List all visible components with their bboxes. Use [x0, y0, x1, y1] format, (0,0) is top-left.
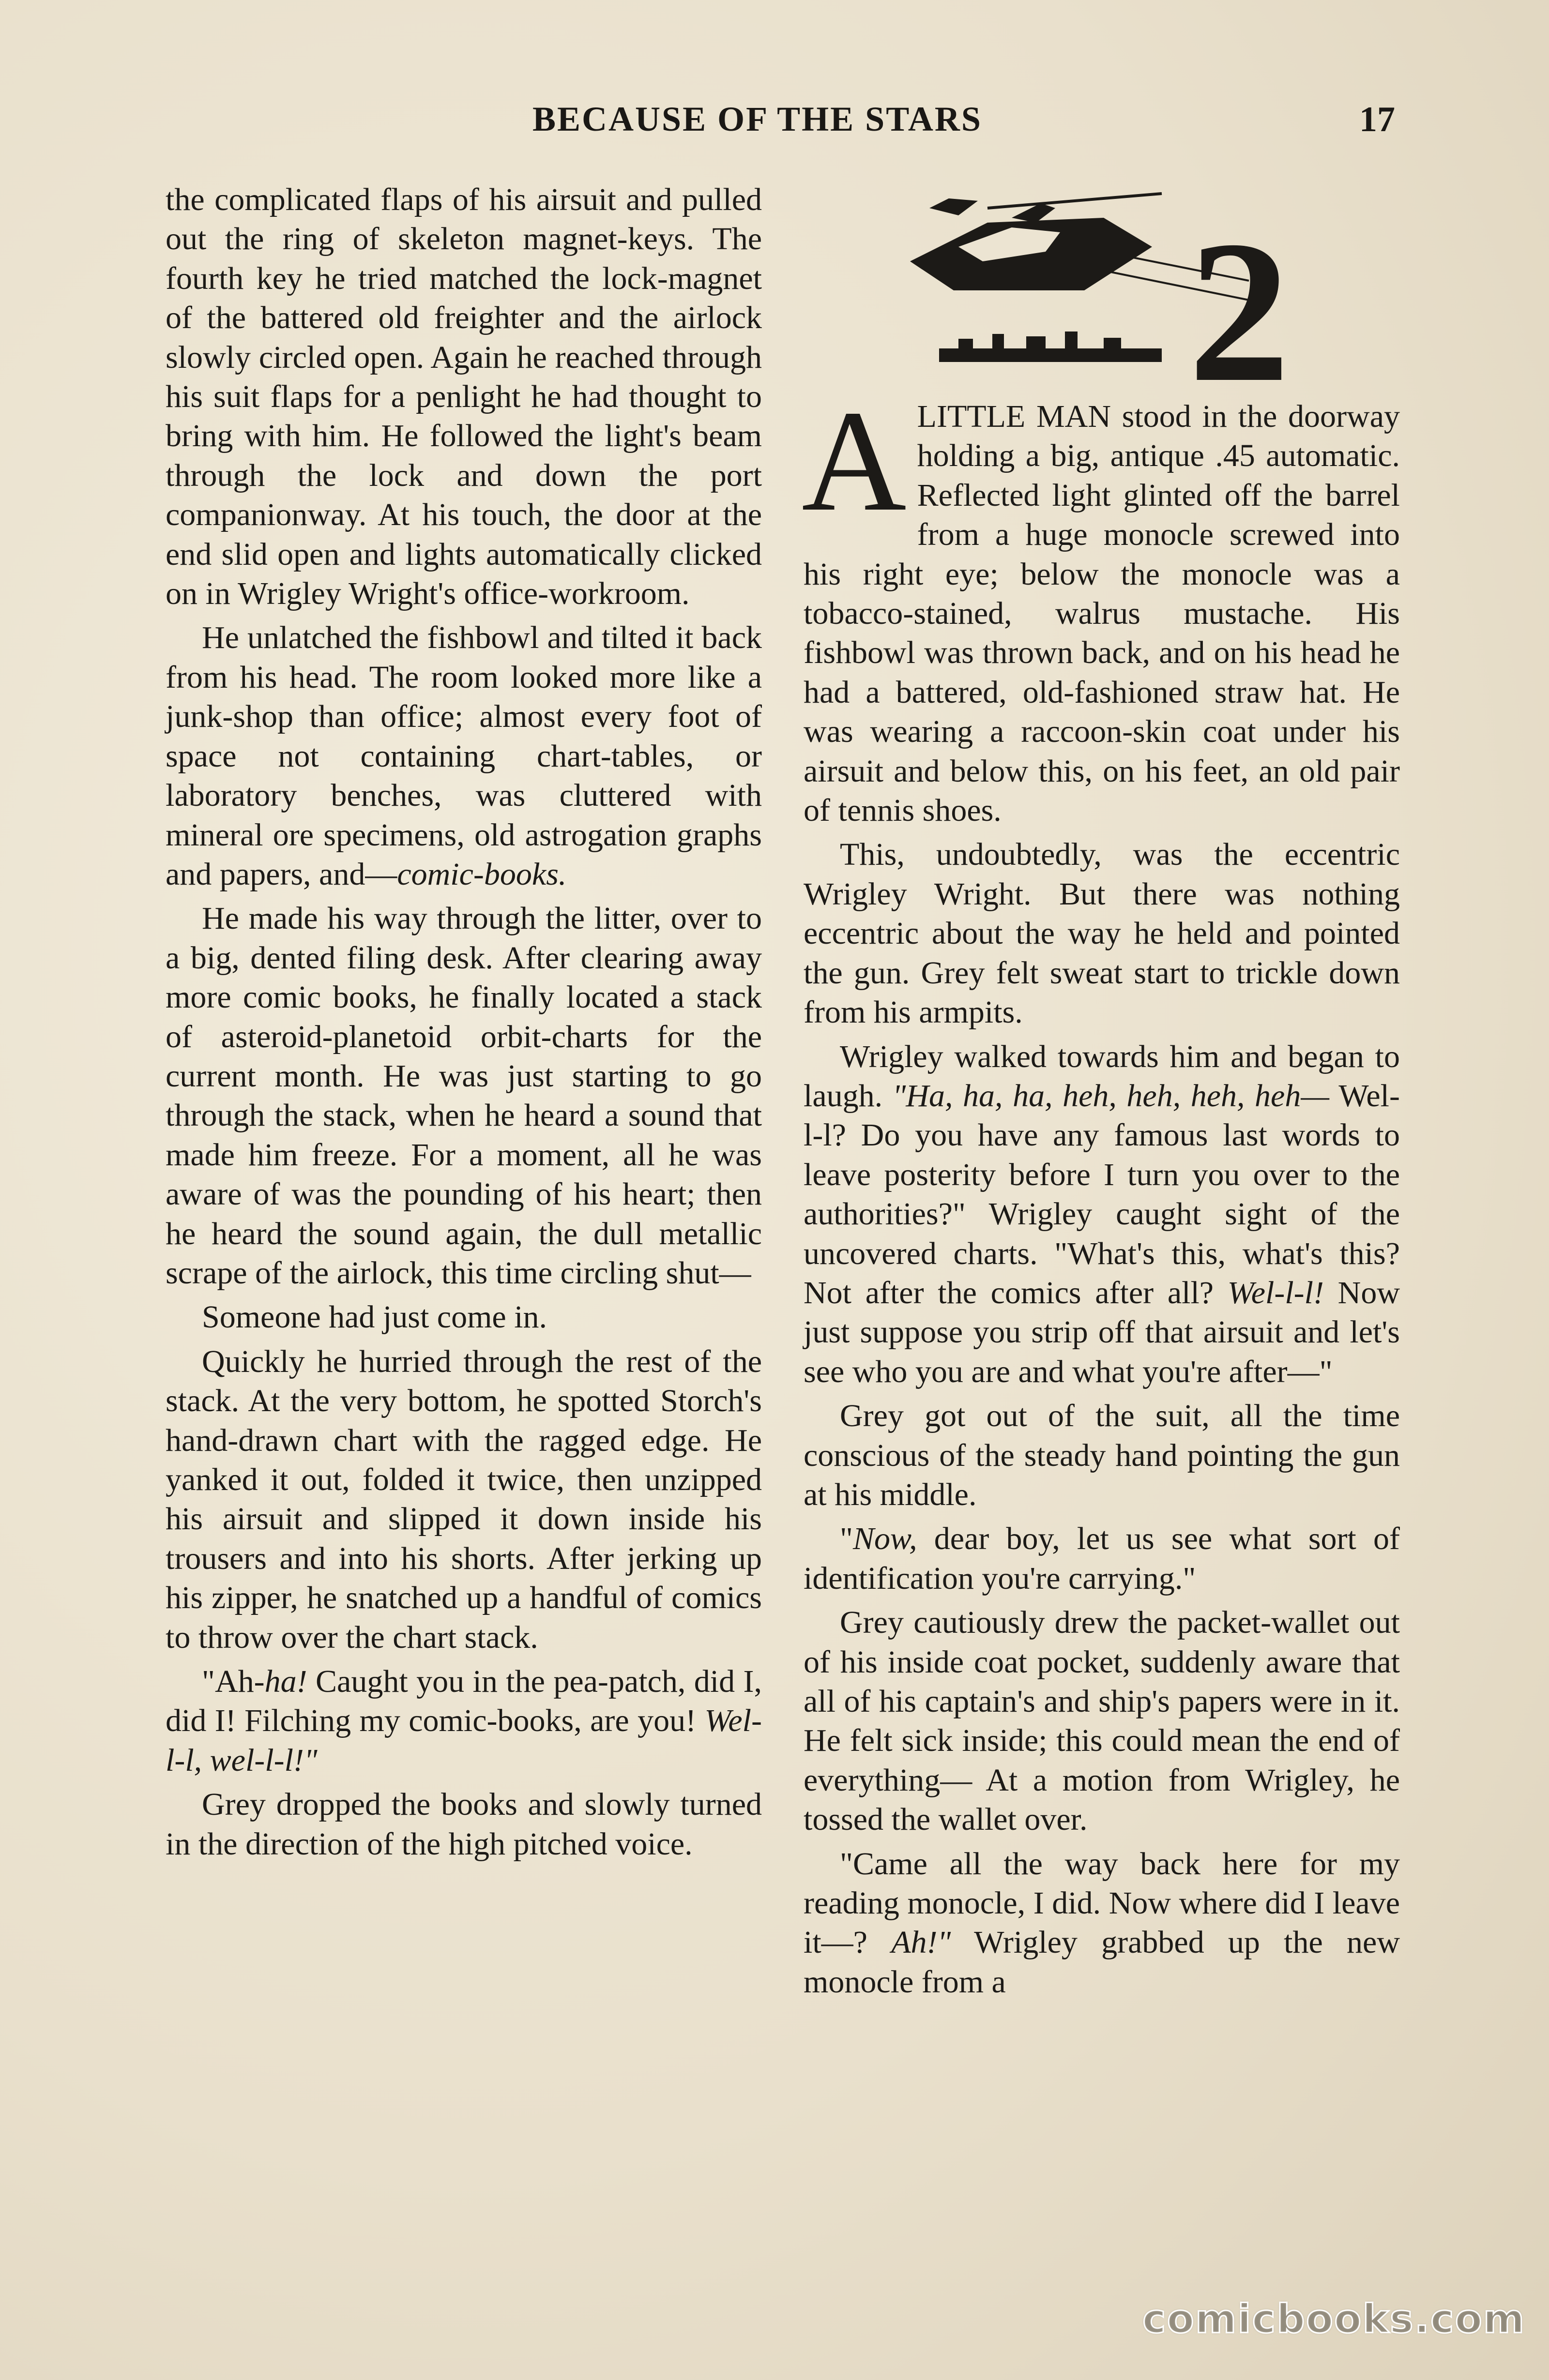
- paragraph: He made his way through the litter, over to a big, dented filing desk. After clearing away more comic books, he finally located a stack of asteroid-planetoid orbit-charts for the current month. He was just starting to go through the stack, when he heard a sound that made him freeze. For a moment, all he was aware of was the pounding of his heart; then he heard the sound again, the dull metallic scrape of the airlock, this time circling shut—: [166, 901, 762, 1291]
- paragraph: This, undoubtedly, was the eccentric Wrigley Wright. But there was nothing eccentric about the way he held and pointed the gun. Grey felt sweat start to trickle down from his armpits.: [804, 837, 1400, 1030]
- paragraph: Grey dropped the books and slowly turned in the direction of the high pitched voice.: [166, 1787, 762, 1862]
- running-header: BECAUSE OF THE STARS: [532, 100, 982, 138]
- drop-cap: A: [802, 380, 907, 541]
- chapter-number: 2: [1188, 199, 1290, 397]
- paragraph: the complicated flaps of his airsuit and pulled out the ring of skeleton magnet-keys. The fourth key he tried matched the lock-magnet of the battered old freighter and the airlock slowly circled open. Again he reached through his suit flaps for a penlight he had thought to bring with him. He followed the light's beam through the lock and down the port companionway. At his touch, the door at the end slid open and lights automatically clicked on in Wrigley Wright's office-workroom.: [166, 182, 762, 612]
- paragraph: "Came all the way back here for my reading monocle, I did. Now where did I leave it—? Ah!" Wrigley grabbed up the new monocle from a: [804, 1846, 1400, 2000]
- paragraph: "Ah-ha! Caught you in the pea-patch, did I, did I! Filching my comic-books, are you! Wel-l-l, wel-l-l!": [166, 1664, 762, 1778]
- left-column: [166, 180, 762, 1868]
- paragraph: "Now, dear boy, let us see what sort of identification you're carrying.": [804, 1521, 1400, 1596]
- paragraph: ALITTLE MAN stood in the doorway holding a big, antique .45 automatic. Reflected light glinted off the barrel from a huge monocle screwed into his right eye; below the monocle was a tobacco-stained, walrus mustache. His fishbowl was thrown back, and on his head he had a battered, old-fashioned straw hat. He was wearing a raccoon-skin coat under his airsuit and below this, on his feet, an old pair of tennis shoes.: [802, 380, 1400, 828]
- paragraph: He unlatched the fishbowl and tilted it back from his head. The room looked more like a junk-shop than office; almost every foot of space not containing chart-tables, or laboratory benches, was cluttered with mineral ore specimens, old astrogation graphs and papers, and—comic-books.: [166, 620, 762, 892]
- paragraph: Wrigley walked towards him and began to laugh. "Ha, ha, ha, heh, heh, heh, heh— Wel-l-l? Do you have any famous last words to leave posterity before I turn you over to the authorities?" Wrigley caught sight of the uncovered charts. "What's this, what's this? Not after the comics after all? Wel-l-l! Now just suppose you strip off that airsuit and let's see who you are and what you're after—": [804, 1039, 1400, 1389]
- page-number: 17: [1359, 100, 1395, 139]
- paragraph: Grey got out of the suit, all the time conscious of the steady hand pointing the gun at his middle.: [804, 1398, 1400, 1512]
- city-skyline: [939, 331, 1162, 362]
- paragraph: Grey cautiously drew the packet-wallet out of his inside coat pocket, suddenly aware that all of his captain's and ship's papers were in it. He felt sick inside; this could mean the end of everything— At a motion from Wrigley, he tossed the wallet over.: [804, 1605, 1400, 1838]
- paragraph: Someone had just come in.: [202, 1299, 547, 1335]
- right-column: [802, 380, 1400, 2006]
- paragraph: Quickly he hurried through the rest of the stack. At the very bottom, he spotted Storch's hand-drawn chart with the ragged edge. He yanked it out, folded it twice, then unzipped his airsuit and slipped it down inside his trousers and into his shorts. After jerking up his zipper, he snatched up a handful of comics to throw over the chart stack.: [166, 1343, 762, 1655]
- watermark: comicbooks.com: [1142, 2296, 1526, 2342]
- chapter-illustration: [900, 189, 1297, 397]
